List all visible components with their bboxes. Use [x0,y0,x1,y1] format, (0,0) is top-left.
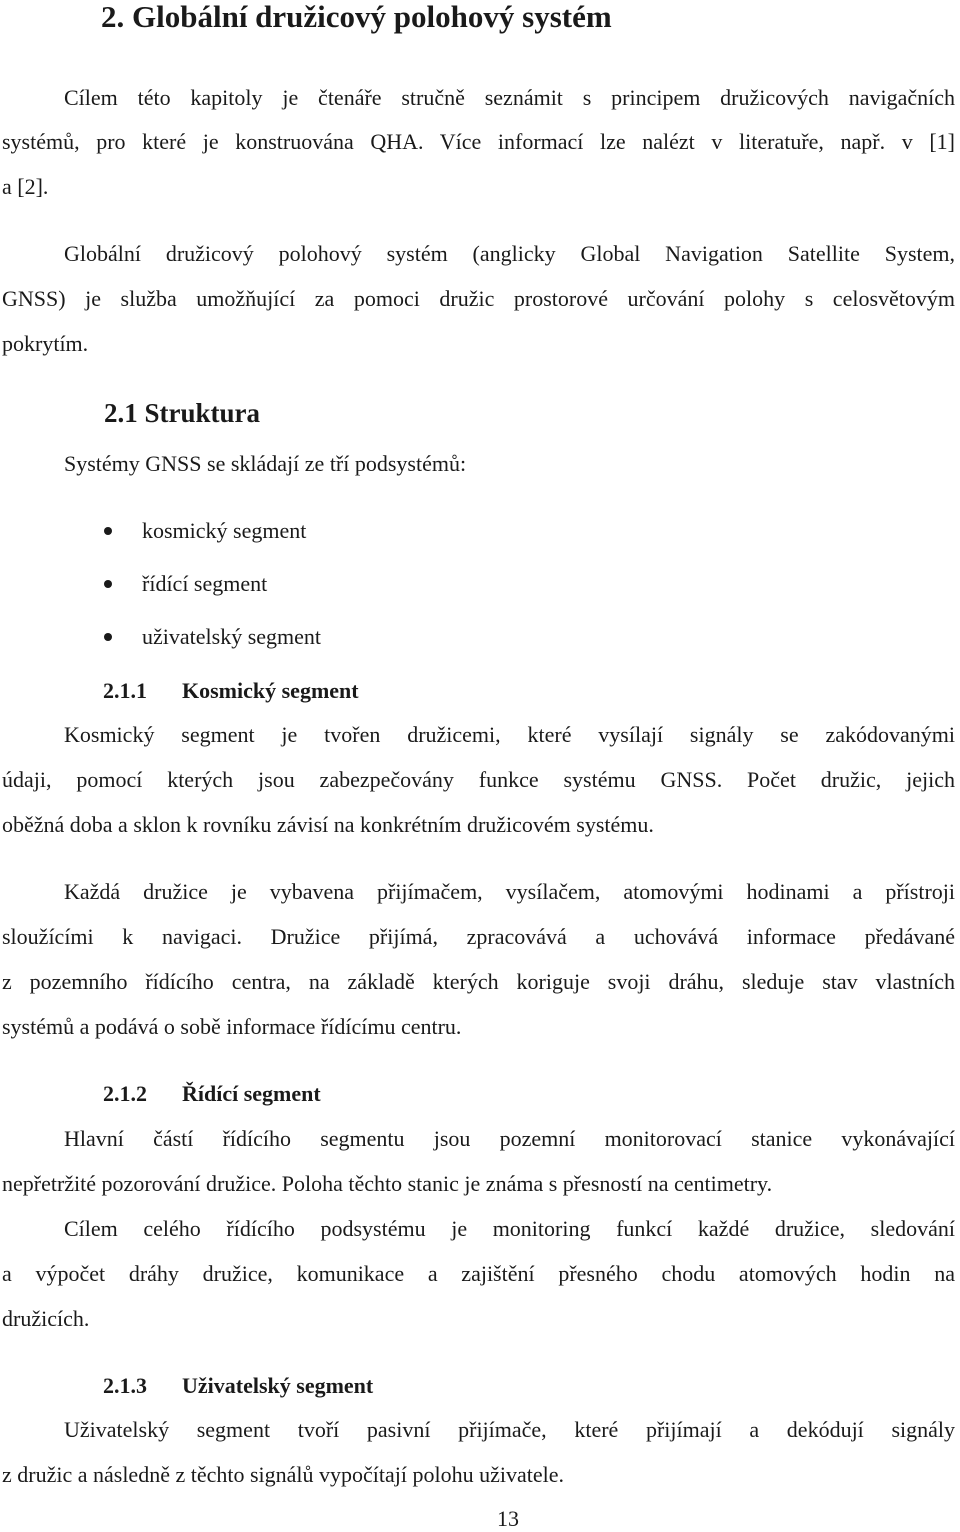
section-2-1-intro: Systémy GNSS se skládají ze tří podsystémů: [64,451,467,476]
user-para1-line-2: z družic a následně z těchto signálů vypočítají polohu uživatele. [2,1462,565,1487]
section-2-1-2-title: Řídící segment [182,1081,321,1106]
space-para2-line-4: systémů a podává o sobě informace řídícímu centru. [2,1014,462,1039]
intro-line-2: systémů, pro které je konstruována QHA. Více informací lze nalézt v literatuře, např. v [1] [2,129,955,154]
section-2-1-3-title: Uživatelský segment [182,1373,374,1398]
bullet-icon [104,580,112,588]
section-2-1-1-title: Kosmický segment [182,678,359,703]
space-para2-line-1: Každá družice je vybavena přijímačem, vysílačem, atomovými hodinami a přístroji [64,879,955,904]
definition-line-3: pokrytím. [2,331,89,356]
definition-line-2: GNSS) je služba umožňující za pomoci družic prostorové určování polohy s celosvětovým [2,286,955,311]
control-para1-line-1: Hlavní částí řídícího segmentu jsou pozemní monitorovací stanice vykonávající [64,1126,955,1151]
user-para1-line-1: Uživatelský segment tvoří pasivní přijímače, které přijímají a dekódují signály [64,1417,955,1442]
section-2-1-3-number: 2.1.3 [103,1373,147,1398]
space-para1-line-2: údaji, pomocí kterých jsou zabezpečovány funkce systému GNSS. Počet družic, jejich [2,767,955,792]
definition-line-1: Globální družicový polohový systém (anglicky Global Navigation Satellite System, [64,241,955,266]
space-para2-line-3: z pozemního řídícího centra, na základě kterých koriguje svoji dráhu, sleduje stav vlastních [2,969,955,994]
list-item-user-segment: uživatelský segment [142,624,322,649]
section-2-1-1-number: 2.1.1 [103,678,147,703]
list-item-control-segment: řídící segment [142,571,268,596]
section-2-1-heading: 2.1 Struktura [104,398,261,428]
control-para2-line-3: družicích. [2,1306,90,1331]
list-item-space-segment: kosmický segment [142,518,307,543]
section-2-1-2-number: 2.1.2 [103,1081,147,1106]
control-para1-line-2: nepřetržité pozorování družice. Poloha těchto stanic je známa s přesností na centimetry. [2,1171,773,1196]
control-para2-line-1: Cílem celého řídícího podsystému je monitoring funkcí každé družice, sledování [64,1216,955,1241]
chapter-heading: 2. Globální družicový polohový systém [101,0,612,34]
space-para1-line-3: oběžná doba a sklon k rovníku závisí na konkrétním družicovém systému. [2,812,654,837]
bullet-icon [104,527,112,535]
intro-line-1: Cílem této kapitoly je čtenáře stručně seznámit s principem družicových navigačních [64,85,955,110]
control-para2-line-2: a výpočet dráhy družice, komunikace a zajištění přesného chodu atomových hodin na [2,1261,955,1286]
bullet-icon [104,633,112,641]
space-para2-line-2: sloužícími k navigaci. Družice přijímá, zpracovává a uchovává informace předávané [2,924,955,949]
space-para1-line-1: Kosmický segment je tvořen družicemi, které vysílají signály se zakódovanými [64,722,955,747]
page-number: 13 [497,1506,519,1531]
intro-line-3: a [2]. [2,174,49,199]
